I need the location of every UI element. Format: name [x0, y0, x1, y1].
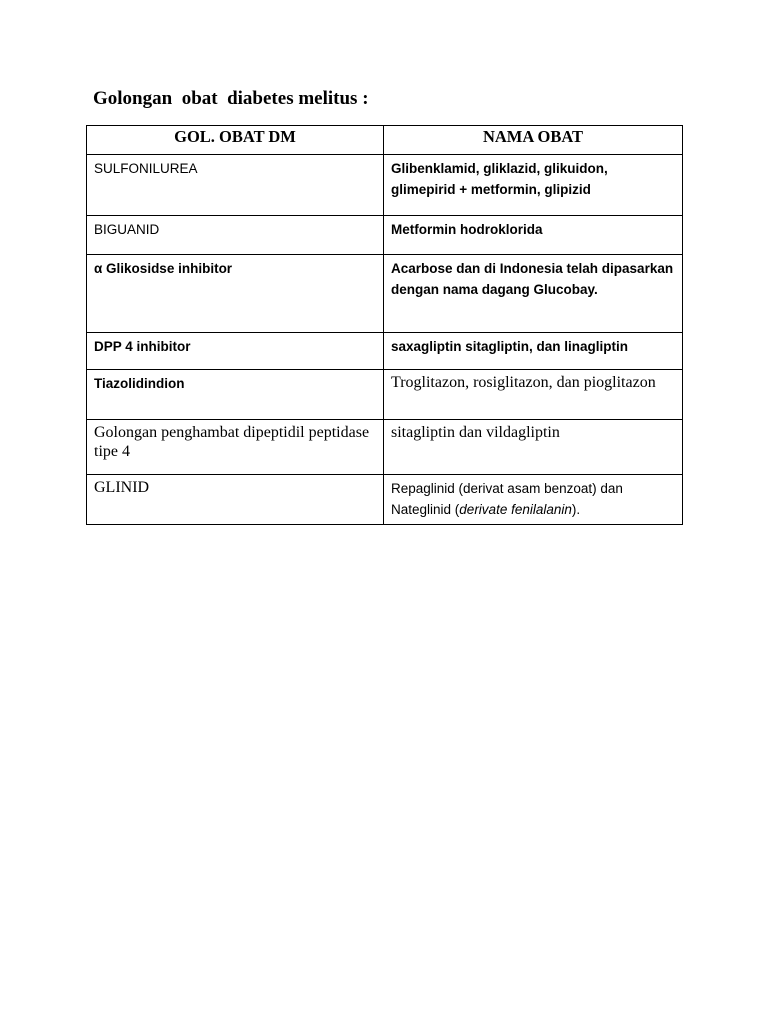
drug-class-cell: BIGUANID [87, 216, 384, 255]
table-header-row [87, 126, 683, 155]
table-row [87, 420, 683, 475]
drug-class-cell: GLINID [87, 475, 384, 525]
header-drug-class: GOL. OBAT DM [87, 126, 384, 155]
drug-class-cell: SULFONILUREA [87, 155, 384, 216]
drug-class-cell: DPP 4 inhibitor [87, 333, 384, 370]
table-row [87, 333, 683, 370]
drug-class-cell: Golongan penghambat dipeptidil peptidase tipe 4 [87, 420, 384, 475]
drug-name-text: Repaglinid (derivat asam benzoat) dan Nateglinid ( [391, 481, 623, 517]
drug-class-cell: Tiazolidindion [87, 370, 384, 420]
drug-name-cell: Acarbose dan di Indonesia telah dipasarkan dengan nama dagang Glucobay. [384, 255, 683, 333]
drug-name-cell [384, 475, 683, 525]
drug-name-cell: Troglitazon, rosiglitazon, dan pioglitazon [384, 370, 683, 420]
table-row [87, 370, 683, 420]
table-row [87, 155, 683, 216]
drug-name-text-end: ). [571, 502, 581, 517]
drug-name-italic-text: derivate fenilalanin [459, 502, 572, 517]
drug-name-cell: saxagliptin sitagliptin, dan linagliptin [384, 333, 683, 370]
table-row [87, 475, 683, 525]
drug-class-cell: α Glikosidse inhibitor [87, 255, 384, 333]
table-row [87, 255, 683, 333]
drug-name-cell: Glibenklamid, gliklazid, glikuidon, glimepirid + metformin, glipizid [384, 155, 683, 216]
document-title: Golongan obat diabetes melitus : [93, 88, 369, 109]
drug-class-table [86, 125, 683, 525]
drug-name-cell: Metformin hodroklorida [384, 216, 683, 255]
header-drug-name: NAMA OBAT [384, 126, 683, 155]
drug-name-cell: sitagliptin dan vildagliptin [384, 420, 683, 475]
table-row [87, 216, 683, 255]
